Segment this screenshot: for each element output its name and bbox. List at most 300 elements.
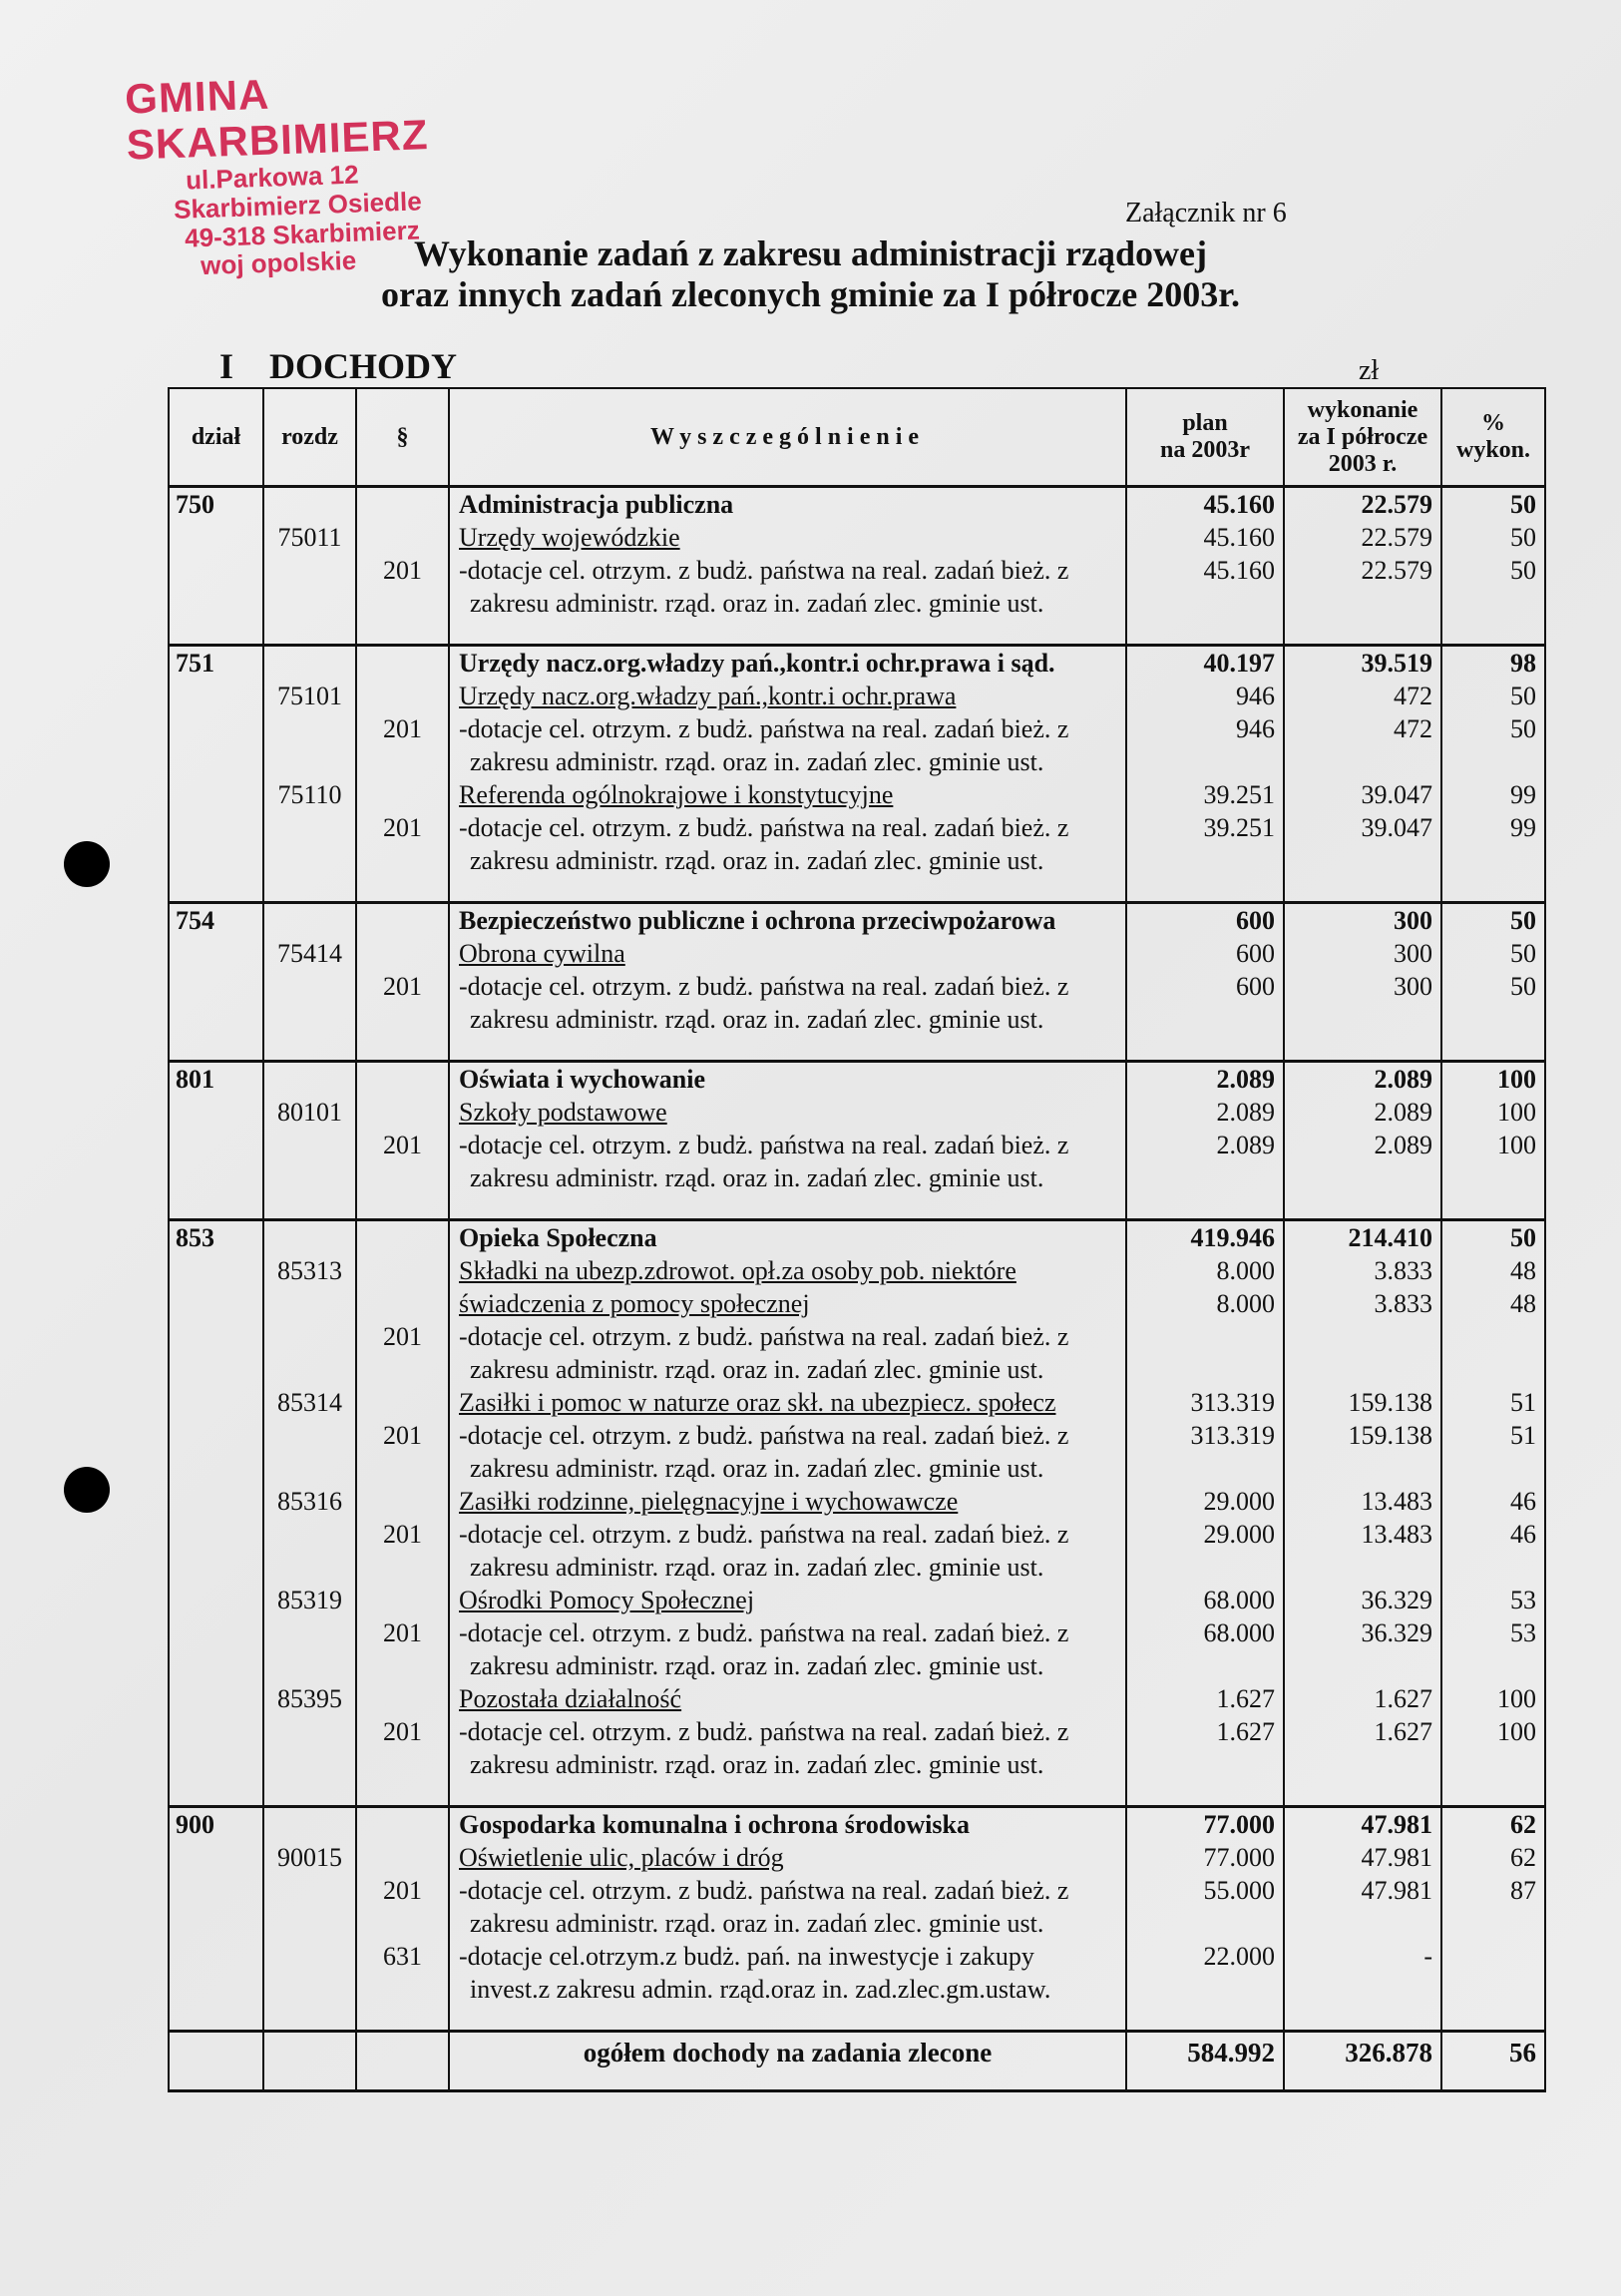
plan-value: 600 xyxy=(1236,906,1275,935)
rozdz-cell xyxy=(263,1220,356,1807)
percent-value: 50 xyxy=(1510,714,1536,743)
dzial-number: 750 xyxy=(176,490,214,519)
empty-line xyxy=(1442,1551,1544,1584)
block-padding xyxy=(264,1036,355,1060)
empty-line xyxy=(1442,1161,1544,1194)
empty-line xyxy=(1442,1940,1544,1973)
paragraph-cell xyxy=(356,903,449,1062)
empty-line xyxy=(170,1551,262,1584)
plan-value: 419.946 xyxy=(1190,1223,1275,1252)
description-cell xyxy=(449,1220,1126,1807)
empty-line xyxy=(1127,1353,1283,1386)
empty-line xyxy=(264,1161,355,1194)
header-plan-line: plan xyxy=(1182,410,1228,436)
plan-value: 600 xyxy=(1236,939,1275,968)
rozdz-cell xyxy=(263,487,356,646)
percent-value: 98 xyxy=(1510,649,1536,678)
execution-cell xyxy=(1284,903,1441,1062)
execution-cell xyxy=(1284,646,1441,903)
execution-cell xyxy=(1284,1807,1441,2032)
empty-line xyxy=(170,1353,262,1386)
execution-value: 39.519 xyxy=(1361,649,1432,678)
percent-value: 100 xyxy=(1497,1684,1536,1713)
paragraph-number: 201 xyxy=(383,813,422,842)
rozdz-number: 75110 xyxy=(277,780,342,809)
subsidy-description: -dotacje cel. otrzym. z budż. państwa na real. zadań bież. z xyxy=(459,972,1069,1001)
paragraph-number: 201 xyxy=(383,1618,422,1647)
empty-line xyxy=(1285,1973,1440,2006)
description-cell xyxy=(449,487,1126,646)
dzial-cell xyxy=(169,1062,263,1220)
empty-line xyxy=(1127,1973,1283,2006)
table-block xyxy=(169,903,1545,1062)
dzial-number: 754 xyxy=(176,906,214,935)
empty-cell xyxy=(169,2032,263,2091)
dzial-cell xyxy=(169,1807,263,2032)
document-title-line-2: oraz innych zadań zleconych gminie za I półrocze 2003r. xyxy=(381,274,1240,314)
plan-value: 68.000 xyxy=(1203,1618,1275,1647)
rozdz-number: 85319 xyxy=(277,1586,342,1614)
empty-line xyxy=(170,745,262,778)
plan-value: 77.000 xyxy=(1203,1810,1275,1839)
dzial-number: 853 xyxy=(176,1223,214,1252)
header-dzial: dział xyxy=(169,388,263,487)
execution-value: 3.833 xyxy=(1374,1256,1432,1285)
execution-cell xyxy=(1284,1062,1441,1220)
block-padding xyxy=(450,1781,1125,1805)
rozdz-number: 85316 xyxy=(277,1487,342,1516)
subsidy-description: zakresu administr. rząd. oraz in. zadań zlec. gminie ust. xyxy=(470,1553,1044,1582)
subsidy-description: zakresu administr. rząd. oraz in. zadań zlec. gminie ust. xyxy=(470,1750,1044,1779)
execution-value: 2.089 xyxy=(1374,1098,1432,1127)
empty-line xyxy=(170,1452,262,1485)
dzial-name: Opieka Społeczna xyxy=(459,1223,657,1252)
rozdz-name: Pozostała działalność xyxy=(459,1684,682,1713)
plan-value: 2.089 xyxy=(1216,1131,1275,1159)
block-padding xyxy=(1442,2006,1544,2030)
rozdz-name: Zasiłki i pomoc w naturze oraz skł. na ubezpiecz. społecz xyxy=(459,1388,1056,1417)
percent-value: 48 xyxy=(1510,1289,1536,1318)
empty-line xyxy=(357,1452,448,1485)
execution-value: 36.329 xyxy=(1361,1586,1432,1614)
rozdz-number: 75101 xyxy=(277,682,342,710)
block-padding xyxy=(170,877,262,901)
plan-value: 1.627 xyxy=(1216,1684,1275,1713)
execution-value: 22.579 xyxy=(1361,523,1432,552)
plan-value: 2.089 xyxy=(1216,1098,1275,1127)
description-cell xyxy=(449,1807,1126,2032)
empty-line xyxy=(170,778,262,811)
percent-value: 50 xyxy=(1510,1223,1536,1252)
block-padding xyxy=(170,2006,262,2030)
empty-line xyxy=(170,1485,262,1518)
paragraph-number: 631 xyxy=(383,1942,422,1971)
empty-line xyxy=(264,1715,355,1748)
execution-value: 1.627 xyxy=(1374,1684,1432,1713)
execution-value: 2.089 xyxy=(1374,1065,1432,1094)
block-padding xyxy=(1127,1036,1283,1060)
dzial-name: Oświata i wychowanie xyxy=(459,1065,705,1094)
plan-value: 8.000 xyxy=(1216,1289,1275,1318)
total-execution-cell xyxy=(1284,2032,1441,2091)
block-padding xyxy=(357,1781,448,1805)
subsidy-description: -dotacje cel. otrzym. z budż. państwa na real. zadań bież. z xyxy=(459,556,1069,585)
percent-cell xyxy=(1441,646,1545,903)
empty-line xyxy=(170,1715,262,1748)
plan-value: 313.319 xyxy=(1190,1388,1275,1417)
block-padding xyxy=(1442,620,1544,644)
execution-value: 2.089 xyxy=(1374,1131,1432,1159)
subsidy-description: zakresu administr. rząd. oraz in. zadań zlec. gminie ust. xyxy=(470,1651,1044,1680)
empty-line xyxy=(357,844,448,877)
empty-line xyxy=(264,811,355,844)
percent-value: 53 xyxy=(1510,1618,1536,1647)
header-description: Wyszczególnienie xyxy=(449,388,1126,487)
dzial-cell xyxy=(169,646,263,903)
plan-value: 22.000 xyxy=(1203,1942,1275,1971)
plan-value: 39.251 xyxy=(1203,813,1275,842)
empty-line xyxy=(264,1129,355,1161)
empty-line xyxy=(1127,745,1283,778)
stamp-line: woj opolskie xyxy=(200,244,357,281)
empty-line xyxy=(357,1808,448,1841)
execution-value: 159.138 xyxy=(1348,1421,1432,1450)
execution-cell xyxy=(1284,1220,1441,1807)
empty-line xyxy=(264,1649,355,1682)
percent-value: 99 xyxy=(1510,813,1536,842)
section-heading xyxy=(219,345,457,387)
block-padding xyxy=(450,2006,1125,2030)
paragraph-cell xyxy=(356,646,449,903)
subsidy-description: zakresu administr. rząd. oraz in. zadań zlec. gminie ust. xyxy=(470,1909,1044,1938)
rozdz-cell xyxy=(263,646,356,903)
block-padding xyxy=(1127,1194,1283,1218)
empty-line xyxy=(357,1287,448,1320)
block-padding xyxy=(170,620,262,644)
total-execution: 326.878 xyxy=(1345,2038,1432,2067)
empty-line xyxy=(1127,1320,1283,1353)
empty-line xyxy=(170,1320,262,1353)
empty-line xyxy=(264,1518,355,1551)
block-padding xyxy=(1285,620,1440,644)
block-padding xyxy=(357,877,448,901)
total-label: ogółem dochody na zadania zlecone xyxy=(583,2038,993,2067)
header-execution-line: za I półrocze xyxy=(1297,423,1428,450)
header-plan xyxy=(1126,388,1284,487)
rozdz-name: Szkoły podstawowe xyxy=(459,1098,667,1127)
percent-value: 62 xyxy=(1510,1810,1536,1839)
empty-line xyxy=(1442,844,1544,877)
empty-line xyxy=(357,647,448,680)
execution-value: 159.138 xyxy=(1348,1388,1432,1417)
subsidy-description: -dotacje cel. otrzym. z budż. państwa na real. zadań bież. z xyxy=(459,1618,1069,1647)
dzial-cell xyxy=(169,903,263,1062)
paragraph-cell xyxy=(356,487,449,646)
plan-value: 600 xyxy=(1236,972,1275,1001)
empty-line xyxy=(170,1287,262,1320)
empty-line xyxy=(170,1748,262,1781)
subsidy-description: zakresu administr. rząd. oraz in. zadań zlec. gminie ust. xyxy=(470,747,1044,776)
empty-line xyxy=(264,1320,355,1353)
empty-line xyxy=(264,488,355,521)
paragraph-number: 201 xyxy=(383,1322,422,1351)
block-padding xyxy=(264,877,355,901)
empty-line xyxy=(1442,1973,1544,2006)
rozdz-number: 75011 xyxy=(277,523,342,552)
empty-line xyxy=(170,1419,262,1452)
header-paragraph: § xyxy=(356,388,449,487)
subsidy-description: zakresu administr. rząd. oraz in. zadań zlec. gminie ust. xyxy=(470,1355,1044,1384)
empty-line xyxy=(357,587,448,620)
empty-line xyxy=(357,1161,448,1194)
header-rozdz: rozdz xyxy=(263,388,356,487)
percent-value: 100 xyxy=(1497,1131,1536,1159)
empty-line xyxy=(357,1353,448,1386)
empty-line xyxy=(264,1452,355,1485)
percent-value: 62 xyxy=(1510,1843,1536,1872)
empty-line xyxy=(264,844,355,877)
empty-line xyxy=(264,1907,355,1940)
subsidy-description: zakresu administr. rząd. oraz in. zadań zlec. gminie ust. xyxy=(470,589,1044,618)
empty-line xyxy=(1442,1748,1544,1781)
empty-line xyxy=(170,1129,262,1161)
empty-line xyxy=(170,1616,262,1649)
empty-line xyxy=(170,1161,262,1194)
percent-value: 51 xyxy=(1510,1421,1536,1450)
empty-line xyxy=(170,1518,262,1551)
empty-line xyxy=(170,844,262,877)
paragraph-cell xyxy=(356,1807,449,2032)
execution-value: 214.410 xyxy=(1348,1223,1432,1252)
paragraph-number: 201 xyxy=(383,1520,422,1549)
empty-line xyxy=(264,554,355,587)
dzial-name: Bezpieczeństwo publiczne i ochrona przeciwpożarowa xyxy=(459,906,1056,935)
empty-line xyxy=(1285,587,1440,620)
empty-line xyxy=(1442,1907,1544,1940)
empty-line xyxy=(170,970,262,1003)
empty-line xyxy=(357,1682,448,1715)
empty-line xyxy=(1285,844,1440,877)
empty-line xyxy=(264,745,355,778)
execution-value: 472 xyxy=(1394,682,1432,710)
empty-cell xyxy=(356,2032,449,2091)
rozdz-cell xyxy=(263,1807,356,2032)
plan-value: 45.160 xyxy=(1203,523,1275,552)
empty-line xyxy=(264,1353,355,1386)
block-padding xyxy=(357,1036,448,1060)
empty-line xyxy=(170,587,262,620)
total-row xyxy=(169,2032,1545,2091)
empty-line xyxy=(357,778,448,811)
rozdz-number: 85313 xyxy=(277,1256,342,1285)
plan-value: 2.089 xyxy=(1216,1065,1275,1094)
execution-value: 47.981 xyxy=(1361,1843,1432,1872)
empty-line xyxy=(264,1808,355,1841)
rozdz-name: Urzędy nacz.org.władzy pań.,kontr.i ochr.prawa xyxy=(459,682,957,710)
empty-line xyxy=(170,1584,262,1616)
block-padding xyxy=(1285,1781,1440,1805)
empty-line xyxy=(170,1940,262,1973)
empty-line xyxy=(170,712,262,745)
dzial-cell xyxy=(169,1220,263,1807)
punch-hole xyxy=(64,1467,110,1513)
paragraph-cell xyxy=(356,1062,449,1220)
plan-value: 68.000 xyxy=(1203,1586,1275,1614)
block-padding xyxy=(264,620,355,644)
empty-line xyxy=(357,1584,448,1616)
plan-cell xyxy=(1126,646,1284,903)
empty-line xyxy=(264,1063,355,1096)
plan-value: 946 xyxy=(1236,682,1275,710)
rozdz-name: świadczenia z pomocy społecznej xyxy=(459,1289,810,1318)
currency-unit: zł xyxy=(1359,355,1380,386)
header-execution xyxy=(1284,388,1441,487)
percent-value: 87 xyxy=(1510,1876,1536,1905)
rozdz-cell xyxy=(263,903,356,1062)
empty-line xyxy=(357,937,448,970)
subsidy-description: -dotacje cel. otrzym. z budż. państwa na real. zadań bież. z xyxy=(459,1421,1069,1450)
paragraph-number: 201 xyxy=(383,714,422,743)
percent-value: 100 xyxy=(1497,1717,1536,1746)
dzial-name: Urzędy nacz.org.władzy pań.,kontr.i ochr.prawa i sąd. xyxy=(459,649,1055,678)
percent-cell xyxy=(1441,1220,1545,1807)
empty-line xyxy=(1127,1748,1283,1781)
percent-value: 50 xyxy=(1510,682,1536,710)
plan-value: 39.251 xyxy=(1203,780,1275,809)
header-percent-line: wykon. xyxy=(1455,437,1531,463)
rozdz-name: Zasiłki rodzinne, pielęgnacyjne i wychowawcze xyxy=(459,1487,959,1516)
block-padding xyxy=(1127,877,1283,901)
empty-line xyxy=(264,712,355,745)
paragraph-number: 201 xyxy=(383,1131,422,1159)
plan-value: 313.319 xyxy=(1190,1421,1275,1450)
empty-line xyxy=(1442,1003,1544,1036)
rozdz-name: Obrona cywilna xyxy=(459,939,625,968)
plan-value: 29.000 xyxy=(1203,1520,1275,1549)
empty-line xyxy=(357,1485,448,1518)
percent-value: 46 xyxy=(1510,1520,1536,1549)
empty-line xyxy=(357,1841,448,1874)
execution-value: 300 xyxy=(1394,906,1432,935)
percent-value: 53 xyxy=(1510,1586,1536,1614)
empty-line xyxy=(170,2033,262,2072)
block-padding xyxy=(1442,1781,1544,1805)
attachment-number: Załącznik nr 6 xyxy=(1125,198,1287,229)
block-padding xyxy=(264,1781,355,1805)
execution-value: 47.981 xyxy=(1361,1810,1432,1839)
empty-line xyxy=(264,1419,355,1452)
empty-line xyxy=(357,488,448,521)
plan-value: 8.000 xyxy=(1216,1256,1275,1285)
percent-cell xyxy=(1441,487,1545,646)
empty-line xyxy=(1127,1452,1283,1485)
block-padding xyxy=(264,2006,355,2030)
plan-value: 55.000 xyxy=(1203,1876,1275,1905)
empty-line xyxy=(1285,1649,1440,1682)
empty-line xyxy=(1442,1452,1544,1485)
table-block xyxy=(169,1062,1545,1220)
paragraph-number: 201 xyxy=(383,1421,422,1450)
execution-cell xyxy=(1284,487,1441,646)
rozdz-number: 85314 xyxy=(277,1388,342,1417)
table-block xyxy=(169,1220,1545,1807)
rozdz-name: Oświetlenie ulic, placów i dróg xyxy=(459,1843,784,1872)
empty-line xyxy=(357,2033,448,2072)
table-block xyxy=(169,1807,1545,2032)
execution-value: 13.483 xyxy=(1361,1520,1432,1549)
plan-value: 40.197 xyxy=(1203,649,1275,678)
dzial-number: 900 xyxy=(176,1810,214,1839)
paragraph-cell xyxy=(356,1220,449,1807)
percent-value: 50 xyxy=(1510,556,1536,585)
empty-line xyxy=(357,1551,448,1584)
percent-value: 50 xyxy=(1510,523,1536,552)
block-padding xyxy=(1285,2006,1440,2030)
table-block xyxy=(169,487,1545,646)
stamp-line: ul.Parkowa 12 xyxy=(185,159,360,196)
empty-line xyxy=(170,1682,262,1715)
empty-line xyxy=(1285,1551,1440,1584)
block-padding xyxy=(1127,2006,1283,2030)
empty-line xyxy=(264,1616,355,1649)
empty-line xyxy=(357,904,448,937)
empty-line xyxy=(1285,745,1440,778)
empty-line xyxy=(1442,587,1544,620)
empty-line xyxy=(264,647,355,680)
header-execution-line: wykonanie xyxy=(1307,396,1418,423)
stamp-line: Skarbimierz Osiedle xyxy=(173,186,423,226)
description-cell xyxy=(449,1062,1126,1220)
block-padding xyxy=(450,1036,1125,1060)
plan-value: 45.160 xyxy=(1203,556,1275,585)
execution-value: 47.981 xyxy=(1361,1876,1432,1905)
empty-line xyxy=(1442,1649,1544,1682)
percent-cell xyxy=(1441,1062,1545,1220)
punch-hole xyxy=(64,841,110,887)
percent-value: 50 xyxy=(1510,972,1536,1001)
execution-value: 36.329 xyxy=(1361,1618,1432,1647)
block-padding xyxy=(1285,877,1440,901)
empty-line xyxy=(357,1907,448,1940)
empty-line xyxy=(1442,1353,1544,1386)
header-percent-line: % xyxy=(1481,410,1505,436)
empty-line xyxy=(357,1003,448,1036)
execution-value: 13.483 xyxy=(1361,1487,1432,1516)
block-padding xyxy=(450,877,1125,901)
execution-value: 3.833 xyxy=(1374,1289,1432,1318)
subsidy-description: -dotacje cel.otrzym.z budż. pań. na inwestycje i zakupy xyxy=(459,1942,1034,1971)
percent-value: 100 xyxy=(1497,1065,1536,1094)
table-block xyxy=(169,646,1545,903)
empty-line xyxy=(1285,1353,1440,1386)
empty-line xyxy=(1127,1907,1283,1940)
percent-value: 50 xyxy=(1510,490,1536,519)
dzial-name: Administracja publiczna xyxy=(459,490,734,519)
total-percent-cell xyxy=(1441,2032,1545,2091)
dzial-name: Gospodarka komunalna i ochrona środowiska xyxy=(459,1810,970,1839)
plan-value: 77.000 xyxy=(1203,1843,1275,1872)
empty-line xyxy=(1285,1907,1440,1940)
total-plan: 584.992 xyxy=(1187,2038,1275,2067)
percent-cell xyxy=(1441,1807,1545,2032)
percent-cell xyxy=(1441,903,1545,1062)
percent-value: 46 xyxy=(1510,1487,1536,1516)
block-padding xyxy=(264,1194,355,1218)
execution-value: 39.047 xyxy=(1361,780,1432,809)
description-cell xyxy=(449,903,1126,1062)
empty-line xyxy=(264,970,355,1003)
empty-line xyxy=(264,587,355,620)
